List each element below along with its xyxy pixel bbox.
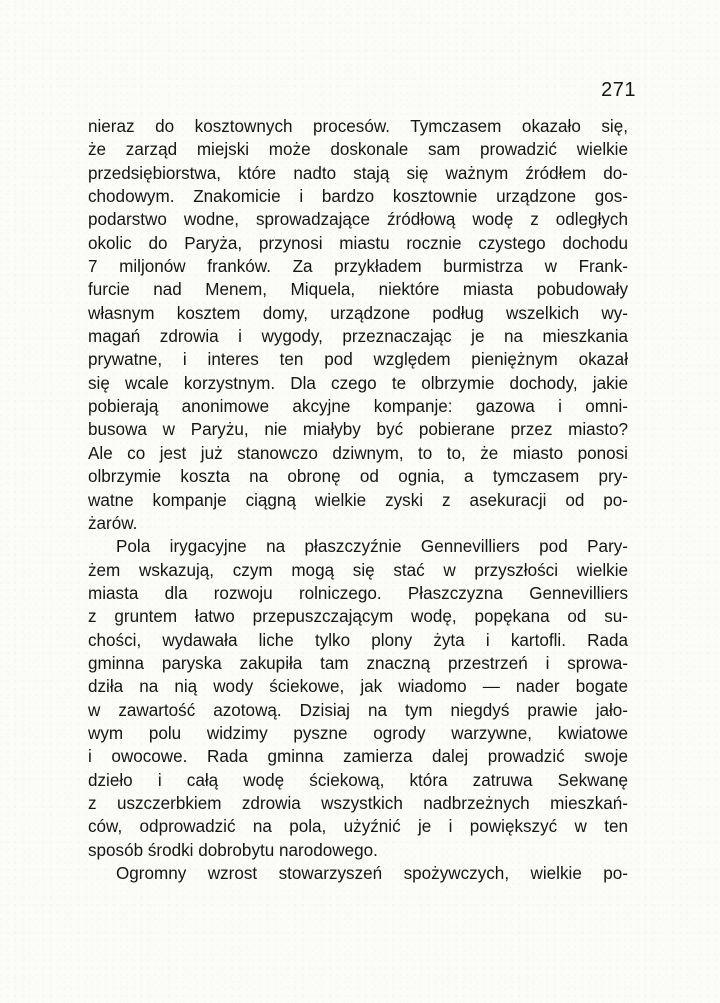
text-line: własnym kosztem domy, urządzone podług wszelkich wy- [88, 303, 628, 323]
text-line: Ale co jest już stanowczo dziwnym, to to, że miasto ponosi [88, 443, 628, 463]
text-line: watne kompanje ciągną wielkie zyski z asekuracji od po- [88, 490, 628, 510]
text-line: Pola irygacyjne na płaszczyźnie Gennevilliers pod Pary- [116, 537, 628, 557]
text-line: żem wskazują, czym mogą się stać w przyszłości wielkie [88, 560, 628, 580]
text-line: podarstwo wodne, sprowadzające źródłową wodę z odległych [88, 210, 628, 230]
text-line: magań zdrowia i wygody, przeznaczając je na mieszkania [88, 327, 628, 347]
body-text [88, 115, 628, 885]
text-line: i owocowe. Rada gminna zamierza dalej prowadzić swoje [88, 747, 628, 767]
text-line: gminna paryska zakupiła tam znaczną przestrzeń i sprowa- [88, 653, 628, 673]
text-line: ców, odprowadzić na pola, użyźnić je i powiększyć w ten [88, 817, 628, 837]
text-line: z gruntem łatwo przepuszczającym wodę, popękana od su- [88, 607, 628, 627]
text-line: olbrzymie koszta na obronę od ognia, a tymczasem pry- [88, 467, 628, 487]
page-number: 271 [601, 79, 636, 101]
text-line: sposób środki dobrobytu narodowego. [88, 840, 378, 860]
text-line: chodowym. Znakomicie i bardzo kosztownie urządzone gos- [88, 187, 628, 207]
text-line: z uszczerbkiem zdrowia wszystkich nadbrzeżnych mieszkań- [88, 793, 628, 813]
text-line: okolic do Paryża, przynosi miastu rocznie czystego dochodu [88, 233, 628, 253]
text-line: 7 miljonów franków. Za przykładem burmistrza w Frank- [88, 257, 628, 277]
text-line: chości, wydawała liche tylko plony żyta i kartofli. Rada [88, 630, 628, 650]
text-line: Ogromny wzrost stowarzyszeń spożywczych, wielkie po- [116, 864, 628, 883]
text-line: przedsiębiorstwa, które nadto stają się ważnym źródłem do- [88, 163, 628, 183]
text-line: furcie nad Menem, Miquela, niektóre miasta pobudowały [88, 280, 628, 300]
text-line: się wcale korzystnym. Dla czego te olbrzymie dochody, jakie [88, 373, 628, 393]
text-line: wym polu widzimy pyszne ogrody warzywne, kwiatowe [88, 723, 628, 743]
text-line: żarów. [88, 513, 138, 533]
text-line: w zawartość azotową. Dzisiaj na tym niegdyś prawie jało- [88, 700, 628, 720]
text-line: pobierają anonimowe akcyjne kompanje: gazowa i omni- [88, 397, 628, 417]
text-line: że zarząd miejski może doskonale sam prowadzić wielkie [88, 140, 628, 160]
text-line: miasta dla rozwoju rolniczego. Płaszczyzna Gennevilliers [88, 583, 628, 603]
text-line: dziła na nią wody ściekowe, jak wiadomo — nader bogate [88, 677, 628, 697]
text-line: busowa w Paryżu, nie miałyby być pobierane przez miasto? [88, 420, 628, 440]
text-line: prywatne, i interes ten pod względem pieniężnym okazał [88, 350, 628, 370]
text-line: nieraz do kosztownych procesów. Tymczasem okazało się, [88, 117, 628, 136]
text-line: dzieło i całą wodę ściekową, która zatruwa Sekwanę [88, 770, 628, 790]
